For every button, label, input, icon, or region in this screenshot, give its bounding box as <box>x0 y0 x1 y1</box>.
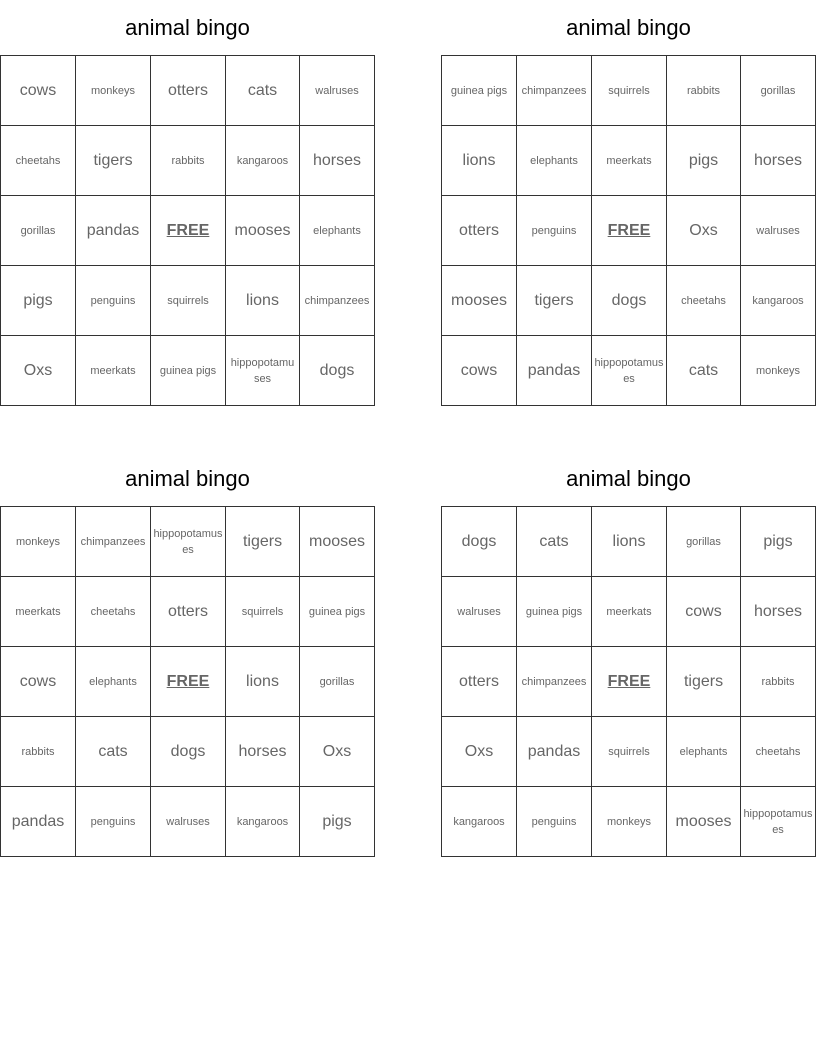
bingo-cell: cheetahs <box>741 717 816 787</box>
bingo-cell: chimpanzees <box>76 507 151 577</box>
bingo-cell: cheetahs <box>76 577 151 647</box>
bingo-cell: guinea pigs <box>300 577 375 647</box>
bingo-cell: pigs <box>300 787 375 857</box>
bingo-cell: mooses <box>300 507 375 577</box>
bingo-cell: monkeys <box>1 507 76 577</box>
bingo-grid <box>441 506 816 857</box>
bingo-cell: lions <box>226 647 300 717</box>
bingo-cell: gorillas <box>1 196 76 266</box>
bingo-cell: tigers <box>226 507 300 577</box>
bingo-cell: elephants <box>667 717 741 787</box>
bingo-cell: penguins <box>76 266 151 336</box>
bingo-cell: kangaroos <box>442 787 517 857</box>
bingo-cell: lions <box>226 266 300 336</box>
bingo-cell: hippopotamuses <box>741 787 816 857</box>
bingo-cell: otters <box>151 56 226 126</box>
bingo-cell: dogs <box>442 507 517 577</box>
bingo-cell: mooses <box>442 266 517 336</box>
bingo-cell: rabbits <box>151 126 226 196</box>
bingo-cell: pigs <box>667 126 741 196</box>
bingo-cell: otters <box>442 647 517 717</box>
bingo-cell: gorillas <box>741 56 816 126</box>
bingo-cell: cats <box>517 507 592 577</box>
bingo-cell: rabbits <box>741 647 816 717</box>
bingo-cell: otters <box>442 196 517 266</box>
bingo-cell: cheetahs <box>1 126 76 196</box>
bingo-cell: rabbits <box>667 56 741 126</box>
free-space-cell: FREE <box>151 196 226 266</box>
bingo-cell: horses <box>741 126 816 196</box>
bingo-cell: walruses <box>300 56 375 126</box>
bingo-cell: walruses <box>741 196 816 266</box>
bingo-cell: lions <box>592 507 667 577</box>
bingo-cell: tigers <box>517 266 592 336</box>
bingo-cell: cheetahs <box>667 266 741 336</box>
bingo-cell: monkeys <box>741 336 816 406</box>
bingo-card-1 <box>0 0 375 406</box>
bingo-cell: squirrels <box>592 56 667 126</box>
bingo-cell: dogs <box>300 336 375 406</box>
bingo-cell: rabbits <box>1 717 76 787</box>
bingo-cell: pigs <box>1 266 76 336</box>
bingo-cell: mooses <box>226 196 300 266</box>
bingo-cell: horses <box>741 577 816 647</box>
bingo-cell: pandas <box>517 717 592 787</box>
bingo-cell: cows <box>1 647 76 717</box>
bingo-cell: penguins <box>517 787 592 857</box>
bingo-cell: tigers <box>76 126 151 196</box>
bingo-cell: cats <box>76 717 151 787</box>
bingo-cell: mooses <box>667 787 741 857</box>
bingo-cell: cows <box>442 336 517 406</box>
card-title: animal bingo <box>125 466 250 491</box>
bingo-cell: squirrels <box>151 266 226 336</box>
bingo-grid <box>0 506 375 857</box>
bingo-cell: Oxs <box>1 336 76 406</box>
bingo-cell: cows <box>1 56 76 126</box>
bingo-cell: squirrels <box>592 717 667 787</box>
free-space-cell: FREE <box>592 647 667 717</box>
card-title: animal bingo <box>566 15 691 40</box>
bingo-cell: chimpanzees <box>517 56 592 126</box>
bingo-cell: elephants <box>300 196 375 266</box>
bingo-cell: cats <box>667 336 741 406</box>
bingo-cell: chimpanzees <box>300 266 375 336</box>
bingo-cell: hippopotamuses <box>151 507 226 577</box>
bingo-cell: cows <box>667 577 741 647</box>
bingo-cell: Oxs <box>667 196 741 266</box>
bingo-cell: kangaroos <box>741 266 816 336</box>
bingo-grid <box>441 55 816 406</box>
bingo-cell: meerkats <box>592 577 667 647</box>
bingo-cell: pandas <box>517 336 592 406</box>
bingo-cell: penguins <box>517 196 592 266</box>
bingo-cell: meerkats <box>1 577 76 647</box>
bingo-cell: elephants <box>517 126 592 196</box>
card-title: animal bingo <box>125 15 250 40</box>
bingo-cell: pandas <box>76 196 151 266</box>
bingo-cell: tigers <box>667 647 741 717</box>
free-space-cell: FREE <box>151 647 226 717</box>
bingo-cell: meerkats <box>592 126 667 196</box>
bingo-card-4 <box>441 451 816 857</box>
bingo-cell: guinea pigs <box>517 577 592 647</box>
bingo-cell: kangaroos <box>226 787 300 857</box>
bingo-cell: elephants <box>76 647 151 717</box>
bingo-cell: walruses <box>151 787 226 857</box>
bingo-cell: horses <box>300 126 375 196</box>
bingo-cell: meerkats <box>76 336 151 406</box>
bingo-cell: cats <box>226 56 300 126</box>
bingo-cell: lions <box>442 126 517 196</box>
bingo-cell: kangaroos <box>226 126 300 196</box>
bingo-cell: Oxs <box>442 717 517 787</box>
bingo-cell: walruses <box>442 577 517 647</box>
bingo-cell: monkeys <box>592 787 667 857</box>
bingo-cell: squirrels <box>226 577 300 647</box>
bingo-cell: dogs <box>151 717 226 787</box>
bingo-cell: gorillas <box>667 507 741 577</box>
bingo-cell: pandas <box>1 787 76 857</box>
bingo-cell: otters <box>151 577 226 647</box>
free-space-cell: FREE <box>592 196 667 266</box>
bingo-card-2 <box>441 0 816 406</box>
bingo-cell: chimpanzees <box>517 647 592 717</box>
bingo-card-3 <box>0 451 375 857</box>
bingo-cell: pigs <box>741 507 816 577</box>
bingo-grid <box>0 55 375 406</box>
bingo-cell: hippopotamuses <box>226 336 300 406</box>
bingo-cell: guinea pigs <box>442 56 517 126</box>
bingo-cell: gorillas <box>300 647 375 717</box>
card-title: animal bingo <box>566 466 691 491</box>
bingo-cell: Oxs <box>300 717 375 787</box>
bingo-cell: monkeys <box>76 56 151 126</box>
bingo-cell: guinea pigs <box>151 336 226 406</box>
bingo-cell: dogs <box>592 266 667 336</box>
bingo-cell: hippopotamuses <box>592 336 667 406</box>
bingo-cell: penguins <box>76 787 151 857</box>
bingo-cell: horses <box>226 717 300 787</box>
